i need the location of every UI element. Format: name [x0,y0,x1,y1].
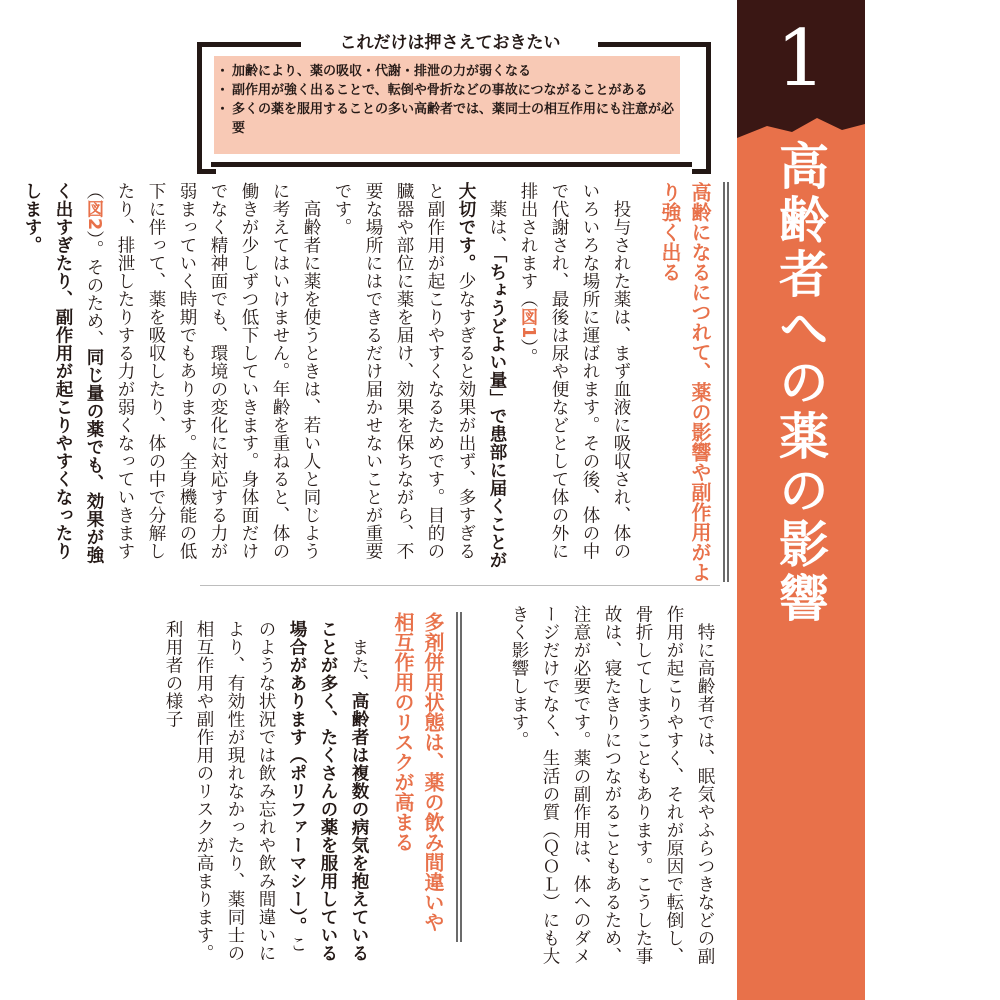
summary-item: ・ 多くの薬を服用することの多い高齢者では、薬同士の相互作用にも注意が必要 [218,100,678,138]
chapter-title: 高齢者への薬の影響 [771,140,829,626]
text: ）。そのため、 [84,230,104,348]
summary-list [218,62,678,138]
summary-item: ・ 副作用が強く出ることで、転倒や骨折などの事故につながることがある [218,81,678,100]
text: 少なすぎると効果が出ず、多すぎると副作用が起こりやすくなるためです。目的の臓器や部位に薬を届け、効果を保ちながら、不要な場所にはできるだけ届かせないことが重要です。 [332,182,476,560]
paragraph [326,182,512,577]
section2-body [163,620,374,965]
summary-heading: これだけは押さえておきたい [305,30,595,56]
paragraph [157,620,374,965]
text: 高齢者に薬を使うときは、若い人と同じように考えてはいけません。年齢を重ねると、体の働きが少しずつ低下していきます。身体面だけでなく精神面でも、環境の変化に対応する力が弱まっていく時期でもあります。全身機能の低下に伴って、薬を吸収したり、体の中で分解したり、排泄したりする力が弱くなっていきます（ [84,182,321,560]
chapter-number: 1 [776,14,826,104]
figure-ref: 図2 [84,200,104,231]
section2-heading: 多剤併用状態は、薬の飲み間違いや相互作用のリスクが高まる [388,612,462,942]
text: 特に高齢者では、眠気やふらつきなどの副作用が起こりやすく、それが原因で転倒し、骨折してしまうこともあります。こうした事故は、寝たきりにつながることもあるため、注意が必要です。薬の副作用は、体へのダメージだけでなく、生活の質（ＱＯＬ）にも大きく影響します。 [509,605,715,965]
text: 投与された薬は、まず血液に吸収され、体のいろいろな場所に運ばれます。その後、体の中で代謝され、最後は尿や便などとして体の外に排出されます（ [518,182,631,560]
column-divider [200,585,720,586]
text: 薬は、 [487,199,507,254]
paragraph [512,182,636,577]
text: ）。 [518,338,538,366]
emphasis: 同じ量の薬でも、効果が強く出すぎたり、副作用が起こりやすくなったりします。 [22,182,104,564]
summary-frame-right [692,42,711,174]
summary-frame-line [211,42,301,47]
emphasis: 「ちょうどよい量」で患部に届くことが大切です。 [456,182,507,569]
summary-frame-line [598,42,692,47]
section1-body [22,182,636,577]
summary-frame-line [211,162,692,167]
section1-heading: 高齢になるにつれて、薬の影響や副作用がより強く出る [655,182,729,582]
emphasis: 高齢者は複数の病気を抱えていることが多く、たくさんの薬を服用している場合があります（ポリファーマシー）。 [287,620,369,962]
summary-item: ・ 加齢により、薬の吸収・代謝・排泄の力が弱くなる [218,62,678,81]
text: このような状況では飲み忘れや飲み間違いにより、有効性が現れなかったり、薬同士の相互作用や副作用のリスクが高まります。利用者の様子 [163,620,307,962]
text: また、 [349,637,369,692]
section1-body-continued [470,605,720,965]
paragraph [16,182,326,577]
paragraph [503,605,720,965]
page-margin [865,0,1000,1000]
figure-ref: 図1 [518,308,538,339]
